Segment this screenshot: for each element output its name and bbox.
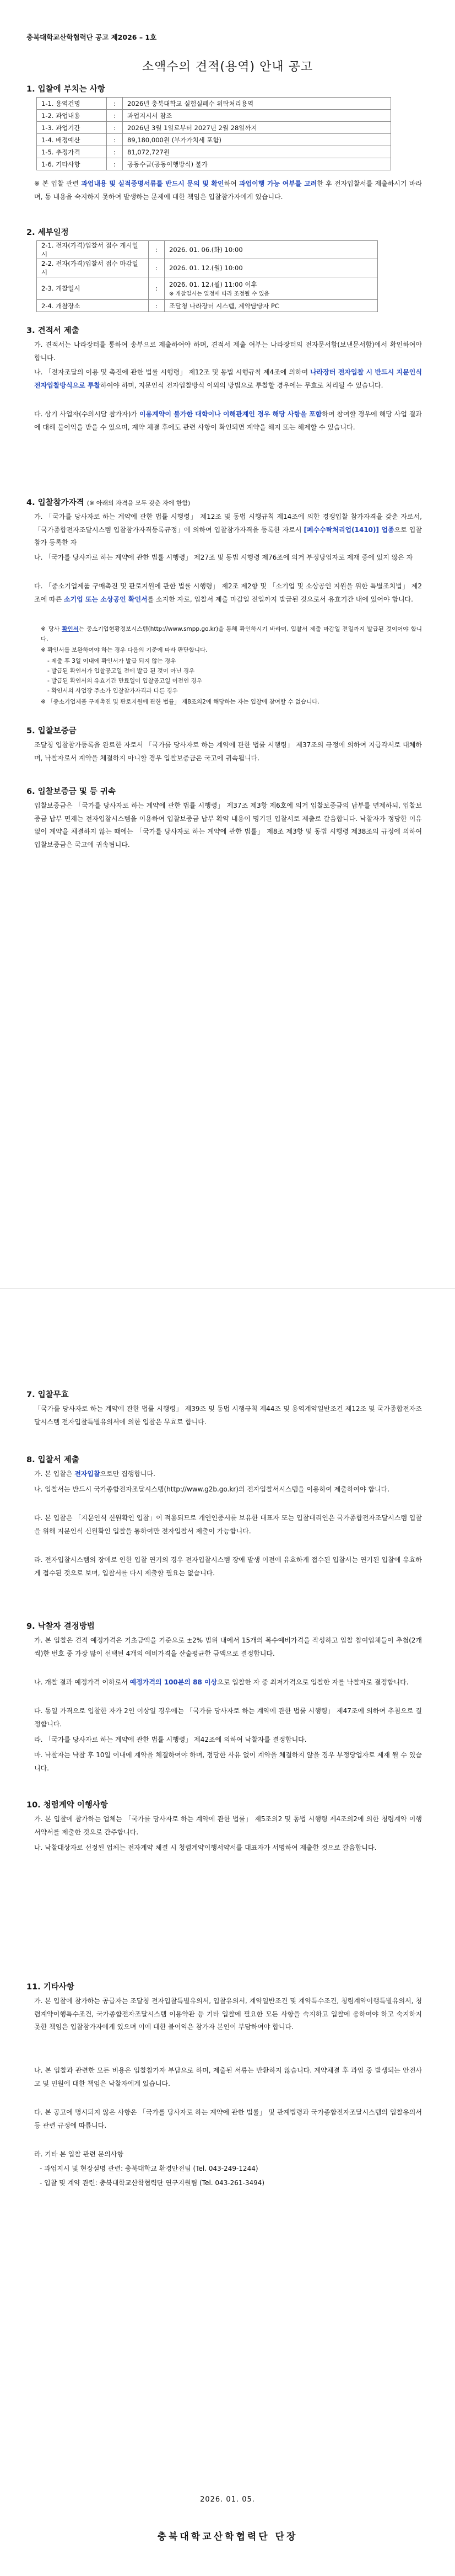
paragraph: 가. 본 입찰에 참가하는 공급자는 조달청 전자입찰특별유의서, 입찰유의서, 계약일반조건 및 계약특수조건, 청렴계약이행특별유의서, 청렴계약이행특수조건, 국가종합전자조달시스템 이용약관 등 기타 입찰에 필요한 모든 사항을 숙지하고 입찰에 응하여야 하고 숙지하지 못한 책임은 입찰참가자에게 있으며 이에 대한 불이익은 참가자 본인이 부담하여야 합니다. (34, 1997, 422, 2031)
note-item: - 발급된 확인서가 입찰공고일 전에 발급 된 것이 아닌 경우 (47, 668, 195, 674)
notice-number: 충북대학교산학협력단 공고 제2026 – 1호 (26, 33, 157, 41)
table-row: 1-2. 과업내용 : 과업지시서 참조 (37, 110, 391, 122)
paragraph: 다. 동일 가격으로 입찰한 자가 2인 이상일 경우에는 「국가를 당사자로 하는 계약에 관한 법률 시행령」 제47조에 의하여 추첨으로 결정합니다. (34, 1707, 422, 1728)
contact-item: - 입찰 및 계약 관련: 충북대학교산학협력단 연구지원팀 (Tel. 043-261-3494) (40, 2179, 265, 2187)
section-3-title: 3. 견적서 제출 (26, 326, 79, 335)
note-item: - 제출 후 3일 이내에 확인서가 발급 되지 않는 경우 (47, 658, 176, 664)
paragraph: 가. 본 입찰은 전자입찰으로만 집행합니다. (34, 1470, 155, 1478)
paragraph: 다. 「중소기업제품 구매촉진 및 판로지원에 관한 법률 시행령」 제2조 제2항 및 「소기업 및 소상공인 지원을 위한 특별조치법」 제2조에 따른 소기업 또는 소상공인 확인서를 소지한 자로, 입찰서 제출 마감일 전일까지 발급된 것으로서 유효기간 내에 있어야 합니다. (34, 582, 422, 603)
table-row: 2-2. 전자(가격)입찰서 접수 마감일시 : 2026. 01. 12.(월) 10:00 (37, 259, 378, 277)
table-row: 1-1. 용역건명 : 2026년 충북대학교 실험실폐수 위탁처리용역 (37, 98, 391, 110)
section-11-title: 11. 기타사항 (26, 1983, 74, 1992)
paragraph: 다. 본 입찰은 「지문인식 신원확인 입찰」이 적용되므로 개인인증서를 보유한 대표자 또는 입찰대리인은 국가종합전자조달시스템 입찰을 위해 지문인식 신원확인 입찰을 통하여만 전자입찰서 제출이 가능합니다. (34, 1514, 422, 1535)
paragraph: 나. 「국가를 당사자로 하는 계약에 관한 법률 시행령」 제27조 및 동법 시행령 제76조에 의거 부정당업자로 제재 중에 있지 않은 자 (34, 554, 413, 561)
table-row: 2-1. 전자(가격)입찰서 접수 개시일시 : 2026. 01. 06.(화) 10:00 (37, 241, 378, 259)
paragraph: 나. 본 입찰과 관련한 모든 비용은 입찰참가자 부담으로 하며, 제출된 서류는 반환하지 않습니다. 계약체결 후 과업 중 발생되는 안전사고 및 민원에 대한 책임은 낙찰자에게 있습니다. (34, 2067, 422, 2087)
table-key: 1-6. 기타사항 (37, 158, 107, 170)
table-value: 2026년 충북대학교 실험실폐수 위탁처리용역 (123, 98, 391, 110)
paragraph: 나. 「전자조달의 이용 및 촉진에 관한 법률 시행령」 제12조 및 동법 시행규칙 제4조에 의하여 나라장터 전자입찰 시 반드시 지문인식 전자입찰방식으로 투찰하여야 하며, 지문인식 전자입찰방식 이외의 방법으로 투찰할 경우에는 무효로 처리될 수 있습니다. (34, 368, 422, 389)
table-value: 2026. 01. 12.(월) 10:00 (165, 259, 378, 277)
section-6-title: 6. 입찰보증금 및 등 귀속 (26, 787, 116, 796)
table-key: 2-3. 개찰일시 (37, 277, 149, 300)
table-key: 2-1. 전자(가격)입찰서 접수 개시일시 (37, 241, 149, 259)
table-key: 2-2. 전자(가격)입찰서 접수 마감일시 (37, 259, 149, 277)
table-value: 조달청 나라장터 시스템, 계약담당자 PC (165, 300, 378, 312)
section-7-title: 7. 입찰무효 (26, 1391, 69, 1399)
table-row: 1-3. 과업기간 : 2026년 3월 1일로부터 2027년 2월 28일까지 (37, 122, 391, 134)
contact-item: - 과업지시 및 현장설명 관련: 충북대학교 환경안전팀 (Tel. 043-249-1244) (40, 2165, 258, 2172)
table-value: 과업지시서 참조 (123, 110, 391, 122)
table-key: 1-1. 용역건명 (37, 98, 107, 110)
table-value: 89,180,000원 (부가가치세 포함) (123, 134, 391, 146)
section-10-title: 10. 청렴계약 이행사항 (26, 1801, 108, 1810)
table-value: 81,072,727원 (123, 146, 391, 158)
note-item: - 발급된 확인서의 유효기간 만료일이 입찰공고일 이전인 경우 (47, 678, 202, 684)
paragraph: 라. 전자입찰시스템의 장애로 인한 입찰 연기의 경우 전자입찰시스템 장애 발생 이전에 유효하게 접수된 입찰서는 연기된 입찰에 유효하게 접수된 것으로 보며, 입찰서를 다시 제출할 필요는 없습니다. (34, 1556, 422, 1577)
paragraph: 나. 개찰 결과 예정가격 이하로서 예정가격의 100분의 88 이상으로 입찰한 자 중 최저가격으로 입찰한 자를 낙찰자로 결정합니다. (34, 1678, 409, 1686)
note: ※ 당사 확인서는 중소기업현황정보시스템(http://www.smpp.go.kr)을 통해 확인하시기 바라며, 입찰서 제출 마감일 전일까지 발급된 것이어야 합니다. (41, 626, 422, 642)
table-key: 1-2. 과업내용 (37, 110, 107, 122)
section-9-title: 9. 낙찰자 결정방법 (26, 1622, 95, 1631)
paragraph: 다. 본 공고에 명시되지 않은 사항은 「국가를 당사자로 하는 계약에 관한 법률」 및 관계법령과 국가종합전자조달시스템의 입찰유의서 등 관련 규정에 따릅니다. (34, 2108, 422, 2129)
table-value: 공동수급(공동이행방식) 불가 (123, 158, 391, 170)
paragraph: 나. 낙찰대상자로 선정된 업체는 전자계약 체결 시 청렴계약이행서약서를 대표자가 서명하여 제출한 것으로 갈음합니다. (34, 1844, 377, 1852)
paragraph: 가. 본 입찰은 견적 예정가격은 기초금액을 기준으로 ±2% 범위 내에서 15개의 복수예비가격을 작성하고 입찰 참여업체들이 추첨(2개씩)한 번호 중 가장 많이 선택된 4개의 예비가격을 산술평균한 금액으로 결정합니다. (34, 1636, 422, 1657)
issuer-name: 충북대학교산학협력단 단장 (157, 2531, 298, 2542)
section-5-title: 5. 입찰보증금 (26, 727, 77, 736)
table-row: 1-6. 기타사항 : 공동수급(공동이행방식) 불가 (37, 158, 391, 170)
table-key: 1-4. 배정예산 (37, 134, 107, 146)
table-key: 1-3. 과업기간 (37, 122, 107, 134)
section-2-title: 2. 세부일정 (26, 228, 69, 237)
paragraph: 나. 입찰서는 반드시 국가종합전자조달시스템(http://www.g2b.go.kr)의 전자입찰서시스템을 이용하여 제출하여야 합니다. (34, 1485, 390, 1493)
schedule-table (36, 240, 378, 312)
section-8-title: 8. 입찰서 제출 (26, 1456, 79, 1464)
paragraph: 마. 낙찰자는 낙찰 후 10일 이내에 계약을 체결하여야 하며, 정당한 사유 없이 계약을 체결하지 않을 경우 부정당업자로 제재 될 수 있습니다. (34, 1751, 422, 1772)
table-key: 2-4. 개찰장소 (37, 300, 149, 312)
table-row: 1-4. 배정예산 : 89,180,000원 (부가가치세 포함) (37, 134, 391, 146)
notice-title: 소액수의 견적(용역) 안내 공고 (142, 60, 313, 74)
tender-info-table (36, 97, 391, 170)
paragraph: 다. 상기 사업자(수의시담 참가자)가 이용계약이 불가한 대학이나 이해관계인 경우 해당 사항을 포함하여 참여할 경우에 해당 사업 결과에 대해 불이익을 받을 수 있으며, 계약 체결 후에도 관련 사항이 확인되면 계약을 해지 또는 해제할 수 있습니다. (34, 410, 422, 431)
section-4-title: 4. 입찰참가자격 (※ 아래의 자격을 모두 갖춘 자에 한함) (26, 498, 191, 507)
paragraph: 「국가를 당사자로 하는 계약에 관한 법률 시행령」 제39조 및 동법 시행규칙 제44조 및 용역계약일반조건 제12조 및 국가종합전자조달시스템 전자입찰특별유의서에 의한 입찰은 무효로 합니다. (34, 1405, 422, 1426)
note: ※ 「중소기업제품 구매촉진 및 판로지원에 관한 법률」 제8조의2에 해당하는 자는 입찰에 참여할 수 없습니다. (41, 699, 319, 705)
table-row: 1-5. 추정가격 : 81,072,727원 (37, 146, 391, 158)
paragraph: 조달청 입찰참가등록을 완료한 자로서 「국가를 당사자로 하는 계약에 관한 법률 시행령」 제37조의 규정에 의하여 지급각서로 대체하며, 낙찰자로서 계약을 체결하지 아니할 경우 입찰보증금은 국고에 귀속됩니다. (34, 741, 422, 762)
table-value: 2026. 01. 06.(화) 10:00 (165, 241, 378, 259)
table-row: 2-4. 개찰장소 : 조달청 나라장터 시스템, 계약담당자 PC (37, 300, 378, 312)
table-value: 2026년 3월 1일로부터 2027년 2월 28일까지 (123, 122, 391, 134)
note-item: - 확인서의 사업장 주소가 입찰참가자격과 다른 경우 (47, 688, 178, 694)
table-value: 2026. 01. 12.(월) 11:00 이후 ※ 개찰일시는 일정에 따라 조정될 수 있음 (165, 277, 378, 300)
paragraph: 가. 「국가를 당사자로 하는 계약에 관한 법률 시행령」 제12조 및 동법 시행규칙 제14조에 의한 경쟁입찰 참가자격을 갖춘 자로서, 「국가종합전자조달시스템 입찰참가자격등록규정」에 의하여 입찰참가자격을 등록한 자로서 [폐수수탁처리업(1410)] 업종으로 입찰참가 등록한 자 (34, 513, 422, 547)
paragraph: 입찰보증금은 「국가를 당사자로 하는 계약에 관한 법률 시행령」 제37조 제3항 제6호에 의거 입찰보증금의 납부를 면제하되, 입찰보증금 납부 면제는 전자입찰시스템을 이용하여 입찰보증금 납부 확약 내용이 명기된 입찰서로 제출로 갈음합니다. 낙찰자가 정당한 이유 없이 계약을 체결하지 않는 때에는 「국가를 당사자로 하는 계약에 관한 법률」 제8조 제3항 및 동법 시행령 제38조의 규정에 의하여 입찰보증금은 국고에 귀속됩니다. (34, 802, 422, 849)
closing-date: 2026. 01. 05. (200, 2496, 255, 2504)
table-row: 2-3. 개찰일시 : 2026. 01. 12.(월) 11:00 이후 ※ 개찰일시는 일정에 따라 조정될 수 있음 (37, 277, 378, 300)
section-1-title: 1. 입찰에 부치는 사항 (26, 85, 105, 94)
paragraph: 라. 기타 본 입찰 관련 문의사항 (34, 2150, 123, 2158)
paragraph: 가. 본 입찰에 참가하는 업체는 「국가를 당사자로 하는 계약에 관한 법률」 제5조의2 및 동법 시행령 제4조의2에 의한 청렴계약 이행서약서를 제출한 것으로 간주합니다. (34, 1815, 422, 1836)
table-key: 1-5. 추정가격 (37, 146, 107, 158)
page-divider (0, 1288, 455, 1289)
note: ※ 확인서를 보완하여야 하는 경우 다음의 기준에 따라 판단합니다. (41, 647, 208, 653)
paragraph: 가. 견적서는 나라장터를 통하여 송부으로 제출하여야 하며, 견적서 제출 여부는 나라장터의 전자문서함(보낸문서함)에서 확인하여야 합니다. (34, 341, 422, 362)
section-1-note: ※ 본 입찰 관련 과업내용 및 실적증명서류를 반드시 문의 및 확인하여 과업이행 가능 여부를 고려한 후 전자입찰서를 제출하시기 바라며, 동 내용을 숙지하지 못하여 발생하는 문제에 대한 책임은 입찰참가자에게 있습니다. (34, 180, 422, 201)
paragraph: 라. 「국가를 당사자로 하는 계약에 관한 법률 시행령」 제42조에 의하여 낙찰자를 결정합니다. (34, 1736, 307, 1743)
